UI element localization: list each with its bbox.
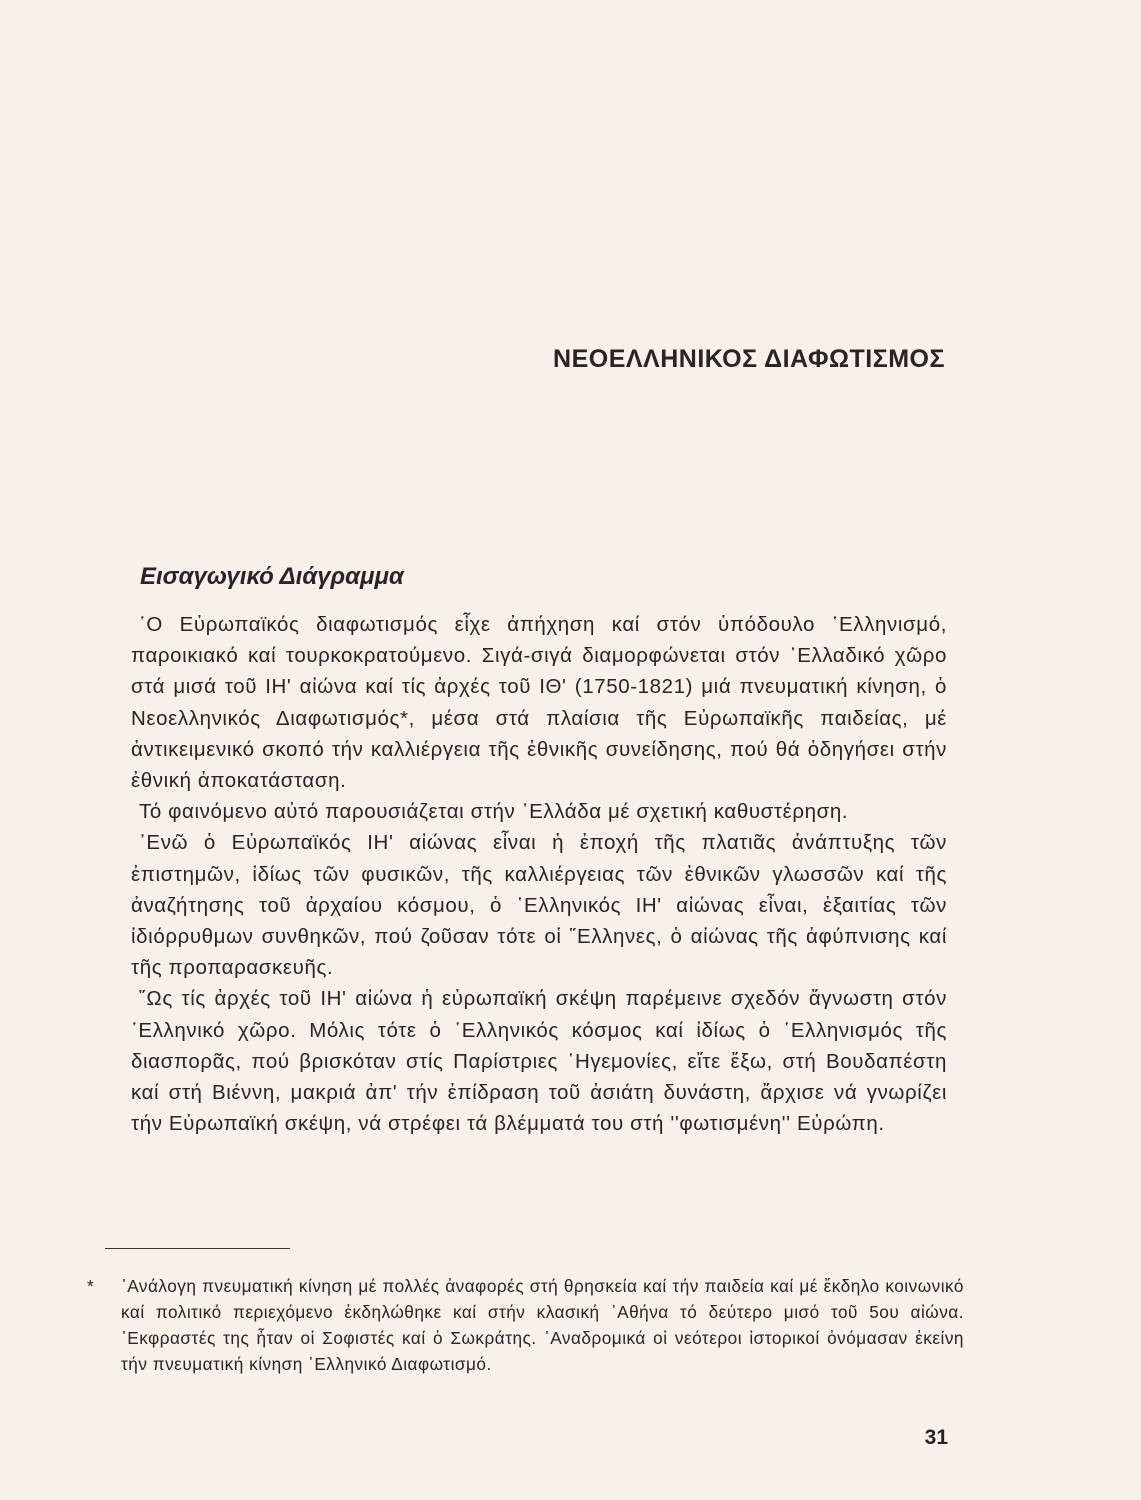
chapter-title: ΝΕΟΕΛΛΗΝΙΚΟΣ ΔΙΑΦΩΤΙΣΜΟΣ [553,345,945,373]
paragraph: Τό φαινόμενο αὐτό παρουσιάζεται στήν ῾Ελλάδα μέ σχετική καθυστέρηση. [139,800,849,824]
body-text [131,609,947,1139]
paragraph: ῞Ως τίς ἀρχές τοῦ ΙΗ' αἰώνα ἡ εὐρωπαϊκή σκέψη παρέμεινε σχεδόν ἄγνωστη στόν ῾Ελληνικό χῶρο. Μόλις τότε ὁ ῾Ελληνικός κόσμος καί ἰδίως ὁ ῾Ελληνισμός τῆς διασπορᾶς, πού βρισκόταν στίς Παρίστριες ῾Ηγεμονίες, εἴτε ἔξω, στή Βουδαπέστη καί στή Βιέννη, μακριά ἀπ' τήν ἐπίδραση τοῦ ἀσιάτη δυνάστη, ἄρχισε νά γνωρίζει τήν Εὐρωπαϊκή σκέψη, νά στρέφει τά βλέμματά του στή ''φωτισμένη'' Εὐρώπη. [131,987,947,1136]
section-heading: Εισαγωγικό Διάγραμμα [140,563,404,590]
paragraph: ᾿Ενῶ ὁ Εὐρωπαϊκός ΙΗ' αἰώνας εἶναι ἡ ἐποχή τῆς πλατιᾶς ἀνάπτυξης τῶν ἐπιστημῶν, ἰδίως τῶν φυσικῶν, τῆς καλλιέργειας τῶν ἐθνικῶν γλωσσῶν καί τῆς ἀναζήτησης τοῦ ἀρχαίου κόσμου, ὁ ῾Ελληνικός ΙΗ' αἰώνας εἶναι, ἐξαιτίας τῶν ἰδιόρρυθμων συνθηκῶν, πού ζοῦσαν τότε οἱ ῞Ελληνες, ὁ αἰώνας τῆς ἀφύπνισης καί τῆς προπαρασκευῆς. [131,831,947,980]
footnote-marker: * [87,1276,95,1296]
page-number: 31 [924,1426,948,1449]
footnote-text: ᾿Ανάλογη πνευματική κίνηση μέ πολλές ἀναφορές στή θρησκεία καί τήν παιδεία καί μέ ἔκδηλο κοινωνικό καί πολιτικό περιεχόμενο ἐκδηλώθηκε καί στήν κλασική ᾿Αθήνα τό δεύτερο μισό τοῦ 5ου αἰώνα. ᾿Εκφραστές της ἦταν οἱ Σοφιστές καί ὁ Σωκράτης. ᾿Αναδρομικά οἱ νεότεροι ἱστορικοί ὀνόμασαν ἐκείνη τήν πνευματική κίνηση ῾Ελληνικό Διαφωτισμό. [121,1276,964,1374]
footnote-divider [105,1248,290,1249]
footnote [87,1273,964,1377]
paragraph: ῾Ο Εὐρωπαϊκός διαφωτισμός εἶχε ἀπήχηση καί στόν ὑπόδουλο ῾Ελληνισμό, παροικιακό καί τουρκοκρατούμενο. Σιγά-σιγά διαμορφώνεται στόν ῾Ελλαδικό χῶρο στά μισά τοῦ ΙΗ' αἰώνα καί τίς ἀρχές τοῦ ΙΘ' (1750-1821) μιά πνευματική κίνηση, ὁ Νεοελληνικός Διαφωτισμός*, μέσα στά πλαίσια τῆς Εὐρωπαϊκῆς παιδείας, μέ ἀντικειμενικό σκοπό τήν καλλιέργεια τῆς ἐθνικῆς συνείδησης, πού θά ὁδηγήσει στήν ἐθνική ἀποκατάσταση. [131,613,947,793]
